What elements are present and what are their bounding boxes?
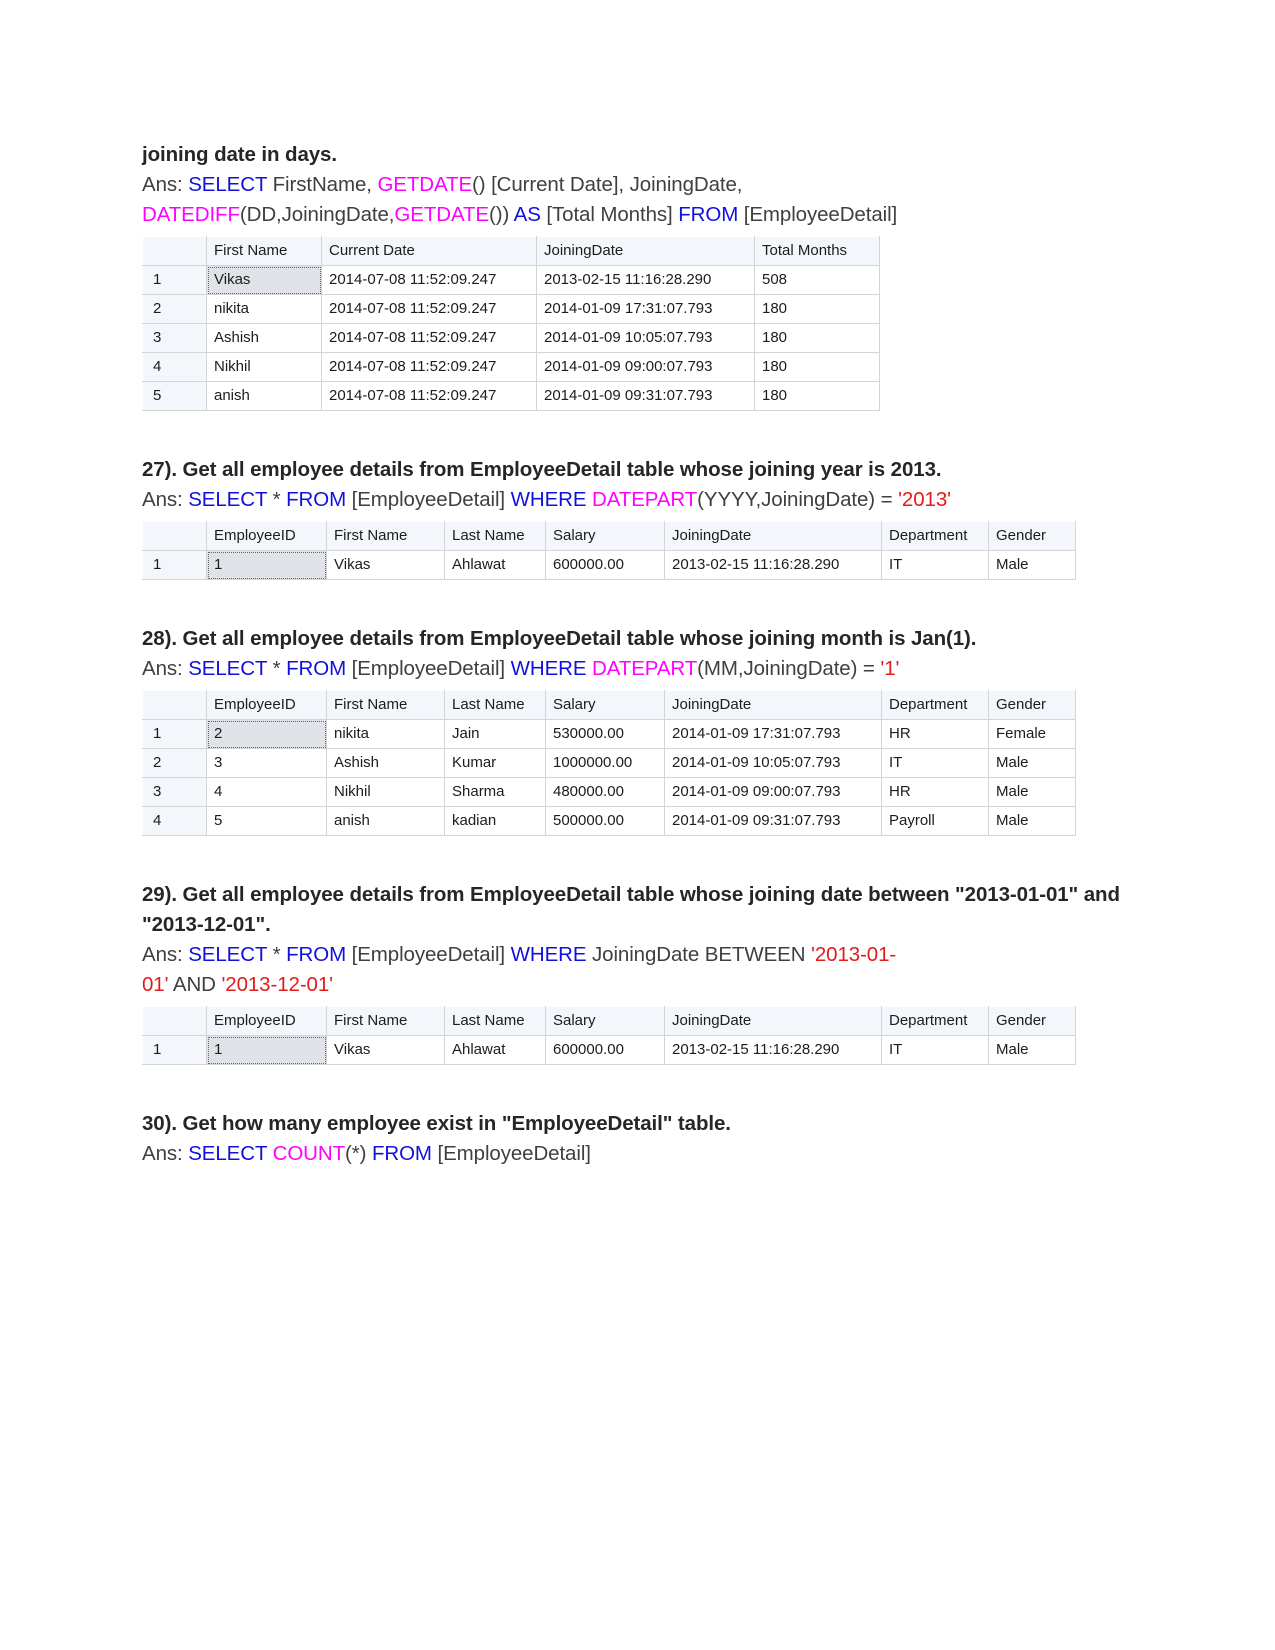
sql-token-kw: WHERE <box>510 488 587 511</box>
column-header[interactable]: Current Date <box>322 237 537 266</box>
row-number-cell[interactable]: 3 <box>143 324 207 353</box>
table-cell[interactable]: anish <box>207 382 322 411</box>
sql-token-str: '2013' <box>898 488 951 511</box>
sql-token-kw: FROM <box>371 1142 432 1165</box>
sql-token-plain: * <box>267 657 287 680</box>
qa-section <box>142 1109 1132 1201</box>
sql-token-str: '1' <box>880 657 900 680</box>
sql-token-plain: (*) <box>345 1142 372 1165</box>
table-row[interactable] <box>143 295 880 324</box>
question-heading: joining date in days. <box>142 143 337 166</box>
table-cell[interactable]: 500000.00 <box>546 807 665 836</box>
sql-token-plain: [EmployeeDetail] <box>346 943 511 966</box>
sql-token-kw: SELECT <box>188 1142 268 1165</box>
column-header[interactable]: JoiningDate <box>665 691 882 720</box>
table-cell[interactable]: 2014-01-09 09:00:07.793 <box>537 353 755 382</box>
sql-token-plain: FirstName, <box>267 173 378 196</box>
result-grid-header-row <box>143 522 1076 551</box>
table-cell[interactable]: Ahlawat <box>445 551 546 580</box>
column-header[interactable]: JoiningDate <box>537 237 755 266</box>
qa-section <box>142 880 1132 1109</box>
sql-token-kw: FROM <box>286 657 347 680</box>
table-cell[interactable]: 180 <box>755 295 880 324</box>
result-grid-header-row <box>143 691 1076 720</box>
rownum-header[interactable] <box>143 237 207 266</box>
sql-token-kw: WHERE <box>510 657 587 680</box>
sql-token-fn: DATEPART <box>592 488 698 511</box>
section-spacer <box>142 411 1132 455</box>
column-header[interactable]: Gender <box>989 522 1076 551</box>
table-cell[interactable]: 530000.00 <box>546 720 665 749</box>
table-cell[interactable]: Payroll <box>882 807 989 836</box>
sql-token-plain: [Total Months] <box>540 203 679 226</box>
column-header[interactable]: Gender <box>989 691 1076 720</box>
table-cell[interactable]: 2013-02-15 11:16:28.290 <box>665 551 882 580</box>
table-cell[interactable]: Male <box>989 807 1076 836</box>
table-cell[interactable]: IT <box>882 551 989 580</box>
table-cell[interactable]: 2014-01-09 10:05:07.793 <box>665 749 882 778</box>
table-cell[interactable]: 2014-01-09 17:31:07.793 <box>537 295 755 324</box>
table-cell[interactable]: 2014-01-09 09:00:07.793 <box>665 778 882 807</box>
sql-token-kw: FROM <box>286 488 347 511</box>
table-row[interactable] <box>143 382 880 411</box>
sql-token-kw: AS <box>513 203 541 226</box>
column-header[interactable]: First Name <box>327 691 445 720</box>
answer-query-line <box>142 1139 1132 1169</box>
table-cell[interactable]: IT <box>882 1036 989 1065</box>
column-header[interactable]: EmployeeID <box>207 522 327 551</box>
table-cell[interactable]: Sharma <box>445 778 546 807</box>
row-number-cell[interactable]: 4 <box>143 353 207 382</box>
answer-query-line <box>142 970 1132 1000</box>
sql-token-fn: DATEPART <box>592 657 698 680</box>
answer-label: Ans: <box>142 173 183 196</box>
sql-token-str: '2013-01- <box>811 943 897 966</box>
sql-token-kw: FROM <box>286 943 347 966</box>
table-cell[interactable]: 180 <box>755 324 880 353</box>
table-row[interactable] <box>143 749 1076 778</box>
table-cell[interactable]: 600000.00 <box>546 551 665 580</box>
answer-label: Ans: <box>142 488 183 511</box>
table-row[interactable] <box>143 324 880 353</box>
column-header[interactable]: Last Name <box>445 1007 546 1036</box>
question-heading: 27). Get all employee details from EmployeeDetail table whose joining year is 2013. <box>142 458 942 481</box>
row-number-cell[interactable]: 3 <box>143 778 207 807</box>
column-header[interactable]: Department <box>882 691 989 720</box>
column-header[interactable]: Salary <box>546 1007 665 1036</box>
question-heading: 28). Get all employee details from EmployeeDetail table whose joining month is Jan(1). <box>142 627 977 650</box>
column-header[interactable]: EmployeeID <box>207 691 327 720</box>
sql-token-plain: [EmployeeDetail] <box>346 657 511 680</box>
table-cell[interactable]: Ashish <box>327 749 445 778</box>
table-row[interactable] <box>143 353 880 382</box>
question-heading: 29). Get all employee details from EmployeeDetail table whose joining date between "2013-01-01" and "2013-12-01". <box>142 883 1120 936</box>
table-cell[interactable]: 2013-02-15 11:16:28.290 <box>537 266 755 295</box>
sql-token-fn: DATEDIFF <box>142 203 240 226</box>
sql-token-fn: COUNT <box>272 1142 346 1165</box>
answer-query-line <box>142 170 1132 200</box>
table-cell[interactable]: 508 <box>755 266 880 295</box>
sql-token-str: 01' <box>142 973 169 996</box>
table-cell[interactable]: HR <box>882 778 989 807</box>
column-header[interactable]: JoiningDate <box>665 1007 882 1036</box>
sql-token-plain: [EmployeeDetail] <box>346 488 511 511</box>
row-number-cell[interactable]: 4 <box>143 807 207 836</box>
table-cell[interactable]: 1 <box>207 1036 327 1065</box>
table-cell[interactable]: 2014-01-09 09:31:07.793 <box>537 382 755 411</box>
table-cell[interactable]: 1000000.00 <box>546 749 665 778</box>
sql-token-kw: SELECT <box>188 657 268 680</box>
sql-token-plain: AND <box>168 973 222 996</box>
result-grid-header-row <box>143 1007 1076 1036</box>
column-header[interactable]: Total Months <box>755 237 880 266</box>
column-header[interactable]: First Name <box>327 522 445 551</box>
row-number-cell[interactable]: 1 <box>143 266 207 295</box>
column-header[interactable]: Last Name <box>445 522 546 551</box>
table-cell[interactable]: IT <box>882 749 989 778</box>
table-cell[interactable]: 2 <box>207 720 327 749</box>
section-spacer <box>142 580 1132 624</box>
table-cell[interactable]: 600000.00 <box>546 1036 665 1065</box>
sql-token-plain: * <box>267 488 287 511</box>
table-cell[interactable]: 2013-02-15 11:16:28.290 <box>665 1036 882 1065</box>
sections-container <box>142 140 1132 1201</box>
table-cell[interactable]: 2014-07-08 11:52:09.247 <box>322 266 537 295</box>
table-cell[interactable]: 2014-07-08 11:52:09.247 <box>322 382 537 411</box>
row-number-cell[interactable]: 2 <box>143 749 207 778</box>
table-cell[interactable]: Female <box>989 720 1076 749</box>
row-number-cell[interactable]: 1 <box>143 551 207 580</box>
table-cell[interactable]: 2014-01-09 10:05:07.793 <box>537 324 755 353</box>
answer-label: Ans: <box>142 657 183 680</box>
answer-query-line <box>142 200 1132 230</box>
table-cell[interactable]: 180 <box>755 353 880 382</box>
section-spacer <box>142 836 1132 880</box>
answer-label: Ans: <box>142 1142 183 1165</box>
answer-label: Ans: <box>142 943 183 966</box>
sql-token-kw: SELECT <box>188 173 268 196</box>
sql-token-kw: WHERE <box>510 943 587 966</box>
column-header[interactable]: JoiningDate <box>665 522 882 551</box>
row-number-cell[interactable]: 1 <box>143 1036 207 1065</box>
table-row[interactable] <box>143 266 880 295</box>
column-header[interactable]: First Name <box>327 1007 445 1036</box>
sql-token-fn: GETDATE <box>377 173 473 196</box>
table-cell[interactable]: Nikhil <box>207 353 322 382</box>
table-cell[interactable]: Male <box>989 551 1076 580</box>
table-cell[interactable]: Vikas <box>207 266 322 295</box>
result-grid[interactable] <box>142 690 1076 836</box>
answer-query-line <box>142 485 1132 515</box>
table-cell[interactable]: 2014-07-08 11:52:09.247 <box>322 353 537 382</box>
section-spacer <box>142 1169 1132 1201</box>
table-cell[interactable]: Jain <box>445 720 546 749</box>
answer-query-line <box>142 654 1132 684</box>
column-header[interactable]: Department <box>882 1007 989 1036</box>
table-cell[interactable]: 1 <box>207 551 327 580</box>
rownum-header[interactable] <box>143 691 207 720</box>
sql-token-plain: [EmployeeDetail] <box>431 1142 591 1165</box>
sql-token-plain: (DD,JoiningDate, <box>239 203 395 226</box>
column-header[interactable]: Gender <box>989 1007 1076 1036</box>
row-number-cell[interactable]: 5 <box>143 382 207 411</box>
table-cell[interactable]: kadian <box>445 807 546 836</box>
sql-token-kw: SELECT <box>188 943 268 966</box>
sql-token-plain: ()) <box>489 203 514 226</box>
table-row[interactable] <box>143 720 1076 749</box>
sql-token-plain: * <box>267 943 287 966</box>
rownum-header[interactable] <box>143 1007 207 1036</box>
rownum-header[interactable] <box>143 522 207 551</box>
column-header[interactable]: Salary <box>546 691 665 720</box>
table-cell[interactable]: Male <box>989 1036 1076 1065</box>
row-number-cell[interactable]: 2 <box>143 295 207 324</box>
table-row[interactable] <box>143 807 1076 836</box>
result-grid[interactable] <box>142 1006 1076 1065</box>
table-cell[interactable]: HR <box>882 720 989 749</box>
sql-token-kw: FROM <box>678 203 739 226</box>
table-cell[interactable]: Male <box>989 778 1076 807</box>
column-header[interactable]: Department <box>882 522 989 551</box>
table-cell[interactable]: 3 <box>207 749 327 778</box>
table-cell[interactable]: 2014-01-09 09:31:07.793 <box>665 807 882 836</box>
answer-query-line <box>142 940 1132 970</box>
table-cell[interactable]: 4 <box>207 778 327 807</box>
column-header[interactable]: Salary <box>546 522 665 551</box>
sql-token-plain: JoiningDate BETWEEN <box>586 943 812 966</box>
table-cell[interactable]: anish <box>327 807 445 836</box>
column-header[interactable]: First Name <box>207 237 322 266</box>
sql-token-fn: GETDATE <box>394 203 489 226</box>
table-cell[interactable]: 2014-07-08 11:52:09.247 <box>322 324 537 353</box>
table-row[interactable] <box>143 1036 1076 1065</box>
qa-section <box>142 624 1132 880</box>
table-cell[interactable]: 480000.00 <box>546 778 665 807</box>
table-cell[interactable]: Vikas <box>327 551 445 580</box>
table-cell[interactable]: Nikhil <box>327 778 445 807</box>
sql-token-str: '2013-12-01' <box>221 973 333 996</box>
result-grid[interactable] <box>142 236 880 411</box>
table-cell[interactable]: Male <box>989 749 1076 778</box>
table-cell[interactable]: 5 <box>207 807 327 836</box>
table-cell[interactable]: 2014-07-08 11:52:09.247 <box>322 295 537 324</box>
table-cell[interactable]: nikita <box>207 295 322 324</box>
table-cell[interactable]: 2014-01-09 17:31:07.793 <box>665 720 882 749</box>
table-cell[interactable]: nikita <box>327 720 445 749</box>
document-page <box>142 140 1132 1201</box>
table-cell[interactable]: Ashish <box>207 324 322 353</box>
question-heading: 30). Get how many employee exist in "EmployeeDetail" table. <box>142 1112 731 1135</box>
sql-token-plain: () [Current Date], JoiningDate, <box>472 173 743 196</box>
sql-token-kw: SELECT <box>188 488 268 511</box>
qa-section <box>142 140 1132 455</box>
column-header[interactable]: EmployeeID <box>207 1007 327 1036</box>
sql-token-plain: (YYYY,JoiningDate) = <box>697 488 899 511</box>
column-header[interactable]: Last Name <box>445 691 546 720</box>
table-cell[interactable]: Ahlawat <box>445 1036 546 1065</box>
table-cell[interactable]: 180 <box>755 382 880 411</box>
result-grid[interactable] <box>142 521 1076 580</box>
table-row[interactable] <box>143 551 1076 580</box>
result-grid-header-row <box>143 237 880 266</box>
row-number-cell[interactable]: 1 <box>143 720 207 749</box>
table-cell[interactable]: Kumar <box>445 749 546 778</box>
table-row[interactable] <box>143 778 1076 807</box>
table-cell[interactable]: Vikas <box>327 1036 445 1065</box>
section-spacer <box>142 1065 1132 1109</box>
qa-section <box>142 455 1132 624</box>
sql-token-plain: (MM,JoiningDate) = <box>697 657 881 680</box>
sql-token-plain: [EmployeeDetail] <box>738 203 898 226</box>
